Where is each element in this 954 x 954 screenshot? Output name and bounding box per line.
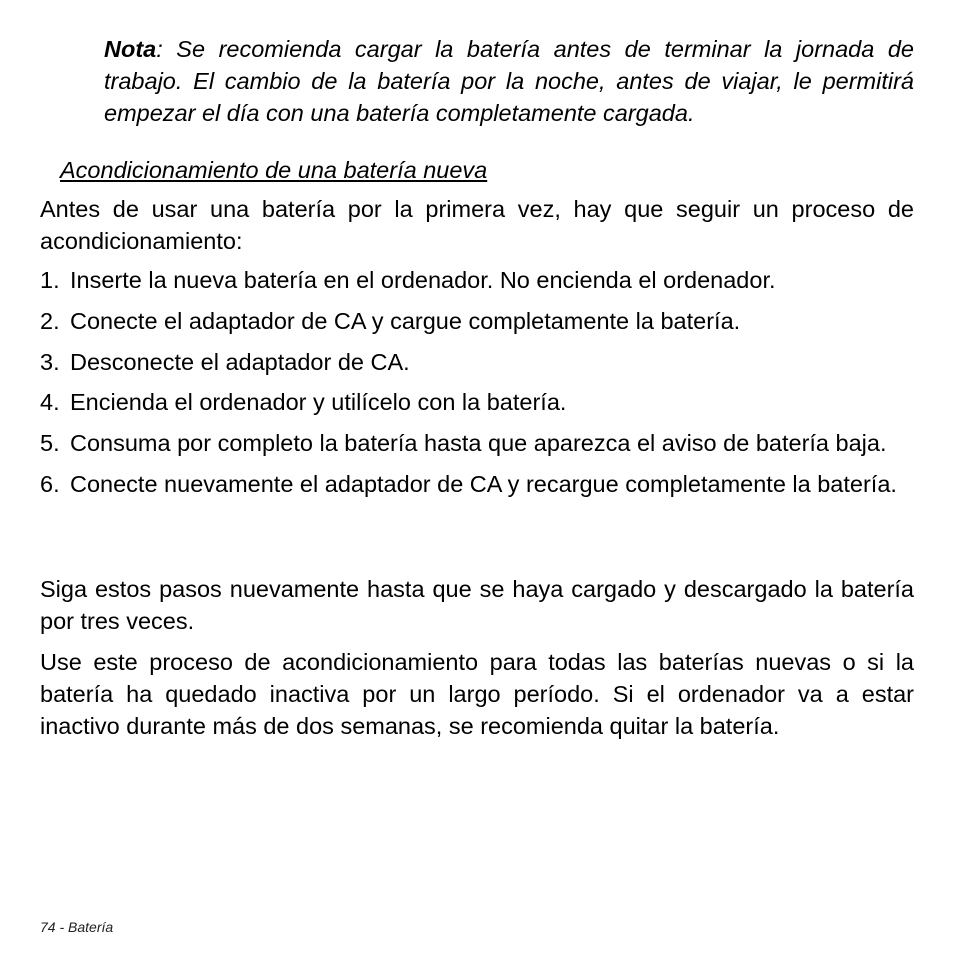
note-text: : Se recomienda cargar la batería antes de terminar la jornada de trabajo. El cambio de la batería por la noche, antes de viajar, le permitirá empezar el día con una batería completamente cargada.: [104, 36, 914, 126]
step-number: 4.: [40, 389, 60, 416]
step-text: Conecte nuevamente el adaptador de CA y recargue completamente la batería.: [70, 470, 897, 497]
steps-list: [40, 264, 914, 509]
step-text: Desconecte el adaptador de CA.: [70, 348, 410, 375]
step-text: Inserte la nueva batería en el ordenador. No encienda el ordenador.: [70, 267, 776, 293]
step-number: 2.: [40, 307, 60, 334]
list-item: [40, 468, 914, 500]
list-item: [40, 386, 914, 418]
intro-paragraph: Antes de usar una batería por la primera vez, hay que seguir un proceso de acondicionamiento:: [40, 196, 914, 254]
list-item: [40, 264, 914, 296]
list-item: [40, 346, 914, 378]
step-text: Conecte el adaptador de CA y cargue completamente la batería.: [70, 307, 741, 334]
step-number: 6.: [40, 470, 60, 497]
note-label: Nota: [104, 36, 157, 62]
step-number: 3.: [40, 348, 60, 375]
step-number: 5.: [40, 430, 60, 457]
section-title: Acondicionamiento de una batería nueva: [60, 157, 488, 183]
step-text: Encienda el ordenador y utilícelo con la batería.: [70, 389, 567, 416]
usage-paragraph: Use este proceso de acondicionamiento para todas las baterías nuevas o si la batería ha quedado inactiva por un largo período. Si el ordenador va a estar inactivo durante más de dos semanas, se recomienda quitar la batería.: [40, 649, 914, 739]
repeat-paragraph: Siga estos pasos nuevamente hasta que se haya cargado y descargado la batería por tres veces.: [40, 576, 914, 634]
step-text: Consuma por completo la batería hasta que aparezca el aviso de batería baja.: [70, 430, 887, 457]
note-paragraph: [104, 33, 914, 129]
step-number: 1.: [40, 267, 60, 293]
list-item: [40, 305, 914, 337]
page-footer: 74 - Batería: [40, 919, 114, 935]
list-item: [40, 427, 914, 459]
